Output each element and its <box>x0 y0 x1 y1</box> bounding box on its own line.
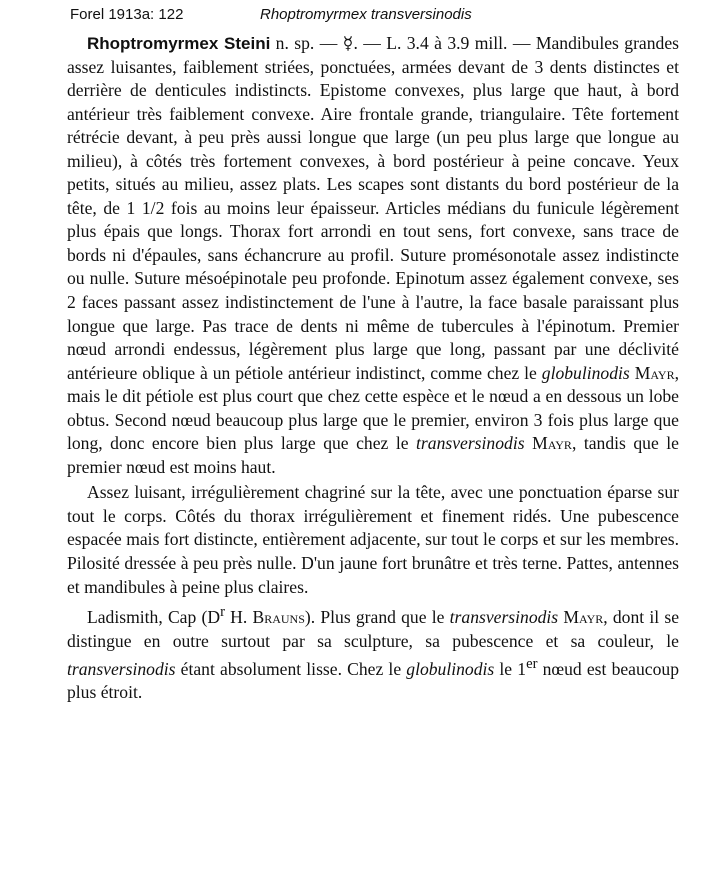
author-name: Mayr <box>532 433 572 454</box>
description-text: n. sp. — ☿. — L. 3.4 à 3.9 mill. — Mandibules grandes assez luisantes, faiblement striées, ponctuées, armées devant de 3 dents distinctes et derrière de denticules indistincts. Epistome convexes, plus large que haut, à bord antérieur très faiblement convexe. Aire frontale grande, triangulaire. Tête fortement rétrécie devant, à peu près aussi longue que large (un peu plus large que longue au milieu), à côtés très fortement convexes, à bord postérieur à peine concave. Yeux petits, situés au milieu, assez plats. Les scapes sont distants du bord postérieur de la tête, de 1 1/2 fois au moins leur épaisseur. Articles médians du funicule légèrement plus épais que longs. Thorax fort arrondi en tout sens, fort convexe, sans trace de bords ni d'épaules, sans échancrure au profil. Suture promésonotale assez indistincte ou nulle. Suture mésoépinotale peu profonde. Epinotum assez également convexe, ses 2 faces passant assez indistinctement de l'une à l'autre, la face basale paraissant plus longue que large. Pas trace de dents ni même de tubercules à l'épinotum. Premier nœud arrondi endessus, légèrement plus large que long, passant par une déclivité antérieure oblique à un pétiole antérieur indistinct, comme chez le <box>67 33 679 383</box>
superscript: er <box>526 656 538 673</box>
locality-text: , dont il se distingue en outre surtout par sa sculpture, sa pubescence et sa couleur, le <box>67 606 680 651</box>
species-name: transversinodis <box>416 433 525 454</box>
species-name: transversinodis <box>449 606 559 627</box>
author-name: Mayr <box>634 362 675 383</box>
author-name: Mayr <box>563 606 604 627</box>
species-description-text <box>67 32 679 705</box>
sculpture-paragraph: Assez luisant, irrégulièrement chagriné sur la tête, avec une ponctuation éparse sur tout le corps. Côtés du thorax irrégulièrement et finement ridés. Une pubescence espacée mais fort distincte, entièrement adjacente, sur tout le corps et sur les membres. Pilosité dressée à peu près nulle. D'un jaune fort brunâtre et très terne. Pattes, antennes et mandibules à peine plus claires. <box>67 482 679 597</box>
species-name: globulinodis <box>406 658 495 679</box>
page-header <box>70 4 690 26</box>
reference-citation: Forel 1913a: 122 <box>70 6 184 23</box>
collector-name: H. Brauns <box>230 606 305 627</box>
locality-text: ). Plus grand que le <box>304 606 450 627</box>
species-name: globulinodis <box>541 362 630 383</box>
locality-text: Ladismith, Cap (D <box>87 606 221 627</box>
species-name: transversinodis <box>67 658 176 679</box>
description-text: , tandis que le premier nœud est moins haut. <box>67 433 679 477</box>
species-heading: Rhoptromyrmex Steini <box>87 34 271 53</box>
locality-text: nœud est beaucoup plus étroit. <box>67 658 679 703</box>
superscript: r <box>220 604 225 621</box>
taxon-running-title: Rhoptromyrmex transversinodis <box>260 6 472 23</box>
description-paragraph <box>67 32 679 479</box>
locality-text: le 1 <box>494 658 527 679</box>
description-text: , mais le dit pétiole est plus court que chez cette espèce et le nœud a en dessous un lobe obtus. Second nœud beaucoup plus large que le premier, environ 3 fois plus large que long, donc encore bien plus large que chez le <box>67 362 679 454</box>
locality-paragraph <box>67 601 679 705</box>
locality-text: étant absolument lisse. Chez le <box>175 658 407 679</box>
